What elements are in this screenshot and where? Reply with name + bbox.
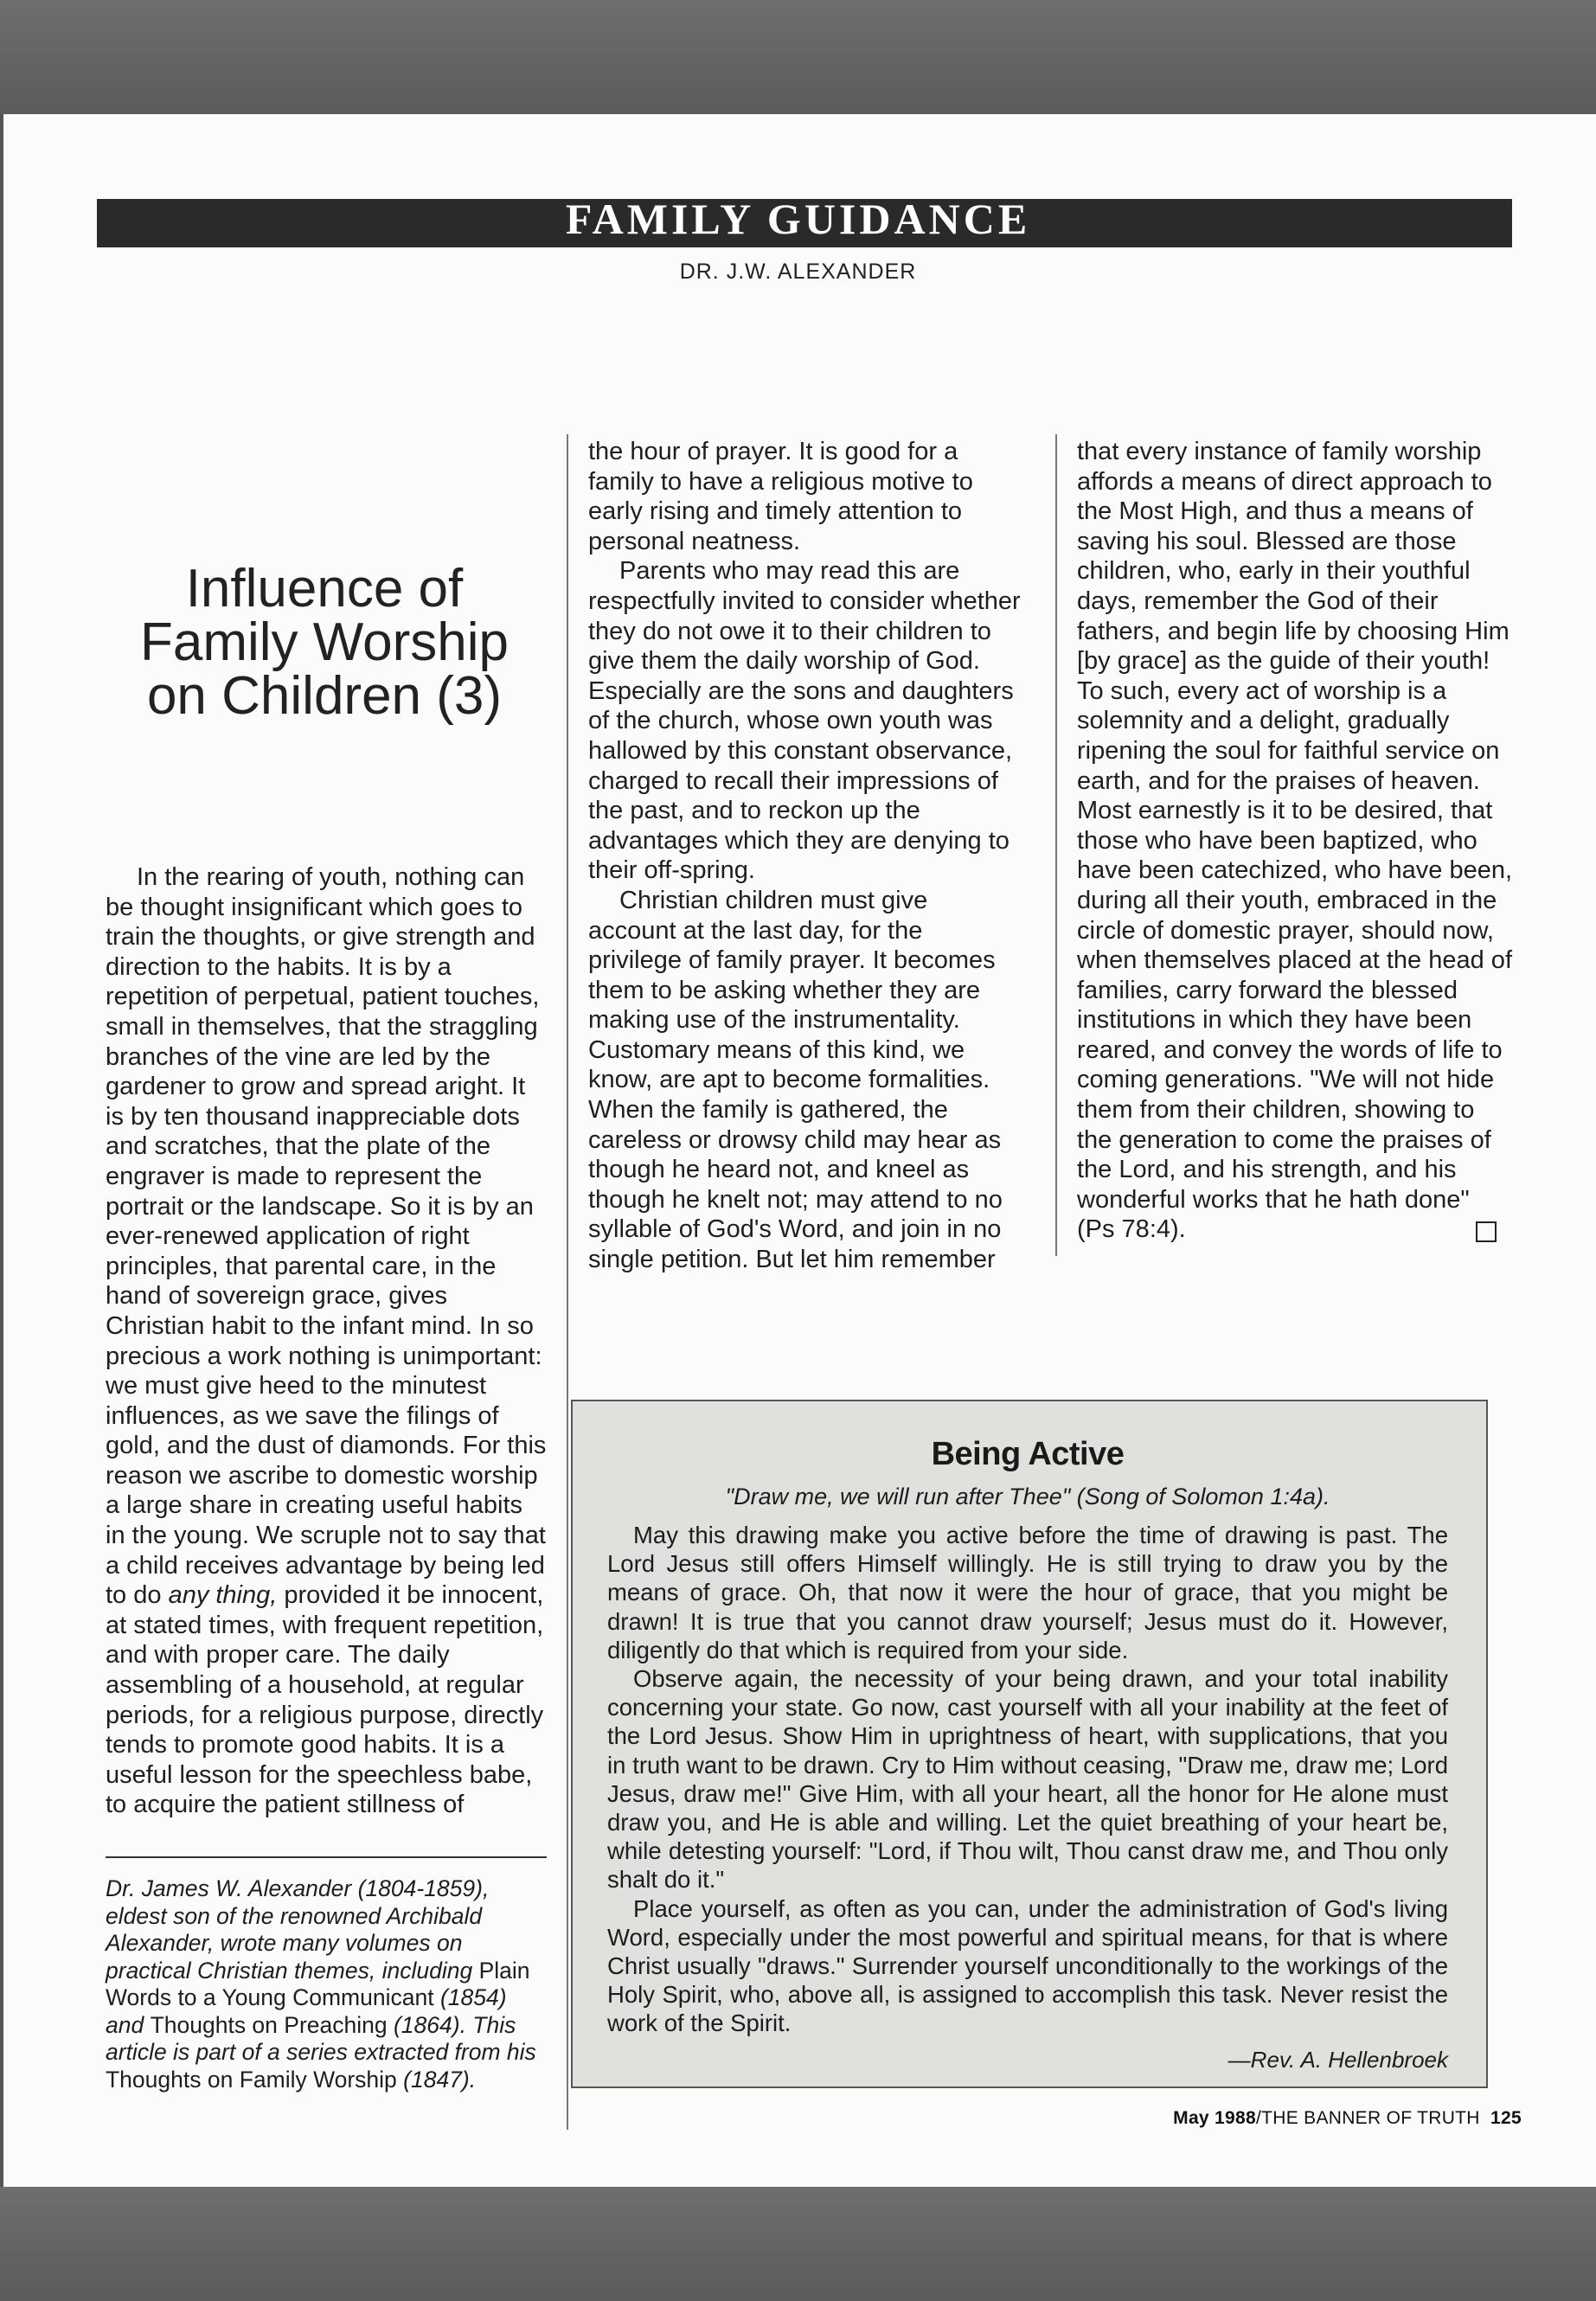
emphasis-text: any thing,: [168, 1581, 278, 1610]
sidebar-signature: —Rev. A. Hellenbroek: [1227, 2046, 1448, 2073]
article-paragraph: that every instance of family worship affords a means of direct approach to the Most High, and thus a means of saving his soul. Blessed are those children, who, early in their youthful days, remember the God of their fathers, and begin life by choosing Him [by grace] as the guide of their youth! To such, every act of worship is a solemnity and a delight, gradually ripening the soul for faithful service on earth, and for the praises of heaven. Most earnestly is it to be desired, that those who have been baptized, who have been catechized, who have been, during all their youth, embraced in the circle of domestic prayer, should now, when themselves placed at the head of families, carry forward the blessed institutions in which they have been reared, and convey the words of life to coming generations. "We will not hide them from their children, showing to the generation to come the praises of the Lord, and his strength, and his wonderful works that he hath done" (Ps 78:4).: [1077, 438, 1513, 1244]
article-paragraph: Christian children must give account at the last day, for the privilege of family prayer. It becomes them to be asking whether they are making use of the instrumentality. Customary means of this kind, we know, are apt to become formalities. When the family is gathered, the careless or drowsy child may hear as though he heard not, and kneel as though he knelt not; may attend to no syllable of God's Word, and join in no single petition. But let him remember: [588, 886, 1003, 1274]
sidebar-paragraph: Observe again, the necessity of your being drawn, and your total inability concerning your state. Go now, cast yourself with all your inability at the feet of the Lord Jesus. Show Him in uprightness of heart, with supplications, that you in truth want to be drawn. Cry to Him without ceasing, "Draw me, draw me; Lord Jesus, draw me!" Give Him, with all your heart, all the honor for He alone must draw you, and He is able and willing. Let the quiet breathing of your heart be, while detesting yourself: "Lord, if Thou wilt, Thou canst draw me, and Thou only shalt do it.": [607, 1665, 1448, 1894]
page-footer: [1173, 2108, 1522, 2129]
page-number: 125: [1490, 2108, 1522, 2128]
sidebar-paragraph: Place yourself, as often as you can, under the administration of God's living Word, especially under the most powerful and spiritual means, for that is where Christ usually "draws." Surrender yourself unconditionally to the workings of the Holy Spirit, who, above all, is assigned to accomplish this task. Never resist the work of the Spirit.: [607, 1894, 1448, 2037]
article-column-3: [1077, 437, 1514, 1245]
page-edge: [0, 114, 3, 2187]
bio-divider: [106, 1856, 547, 1858]
article-paragraph: the hour of prayer. It is good for a family to have a religious motive to early rising and timely attention to personal neatness.: [588, 438, 973, 555]
column-divider: [567, 434, 568, 2130]
sidebar-body: [607, 1521, 1448, 2038]
author-bio: Dr. James W. Alexander (1804-1859), eldest son of the renowned Archibald Alexander, wrote many volumes on practical Christian themes, including Plain Words to a Young Communicant (1854) and Thoughts on Preaching (1864). This article is part of a series extracted from his Thoughts on Family Worship (1847).: [106, 1875, 536, 2093]
article-title: Influence of Family Worship on Children (3): [139, 559, 510, 726]
end-of-article-mark: [1476, 1221, 1497, 1242]
section-title: FAMILY GUIDANCE: [565, 195, 1031, 243]
scan-border-bottom: [0, 2187, 1596, 2301]
sidebar-quote: "Draw me, we will run after Thee" (Song of Solomon 1:4a).: [725, 1484, 1330, 1509]
sidebar-box: [571, 1400, 1488, 2088]
sidebar-title: Being Active: [931, 1436, 1125, 1472]
article-paragraph: Parents who may read this are respectfully invited to consider whether they do not owe it to their children to give them the daily worship of God. Especially are the sons and daughters of the church, whose own youth was hallowed by this constant observance, charged to recall their impressions of the past, and to reckon up the advantages which they are denying to their off-spring.: [588, 557, 1021, 885]
article-column-1: [106, 862, 547, 1820]
article-paragraph: In the rearing of youth, nothing can be thought insignificant which goes to train the thoughts, or give strength and direction to the habits. It is by a repetition of perpetual, patient touches, small in themselves, that the straggling branches of the vine are led by the gardener to grow and spread aright. It is by ten thousand inappreciable dots and scratches, that the plate of the engraver is made to represent the portrait or the landscape. So it is by an ever-renewed application of right principles, that parental care, in the hand of sovereign grace, gives Christian habit to the infant mind. In so precious a work nothing is unimportant: we must give heed to the minutest influences, as we save the filings of gold, and the dust of diamonds. For this reason we ascribe to domestic worship a large share in creating useful habits in the young. We scruple not to say that a child receives advantage by being led to do any thing, provided it be innocent, at stated times, with frequent repetition, and with proper care. The daily assembling of a household, at regular periods, for a religious purpose, directly tends to promote good habits. It is a useful lesson for the speechless babe, to acquire the patient stillness of: [106, 863, 547, 1819]
footer-publication: /THE BANNER OF TRUTH: [1255, 2108, 1480, 2128]
article-column-2: [588, 437, 1021, 1275]
footer-date: May 1988: [1173, 2108, 1256, 2128]
column-divider: [1055, 434, 1057, 1256]
author-byline: DR. J.W. ALEXANDER: [679, 260, 917, 284]
scan-border-top: [0, 0, 1596, 114]
sidebar-paragraph: May this drawing make you active before the time of drawing is past. The Lord Jesus still offers Himself willingly. He is still trying to draw you by the means of grace. Oh, that now it were the hour of grace, that you might be drawn! It is true that you cannot draw yourself; Jesus must do it. However, diligently do that which is required from your side.: [607, 1522, 1448, 1663]
